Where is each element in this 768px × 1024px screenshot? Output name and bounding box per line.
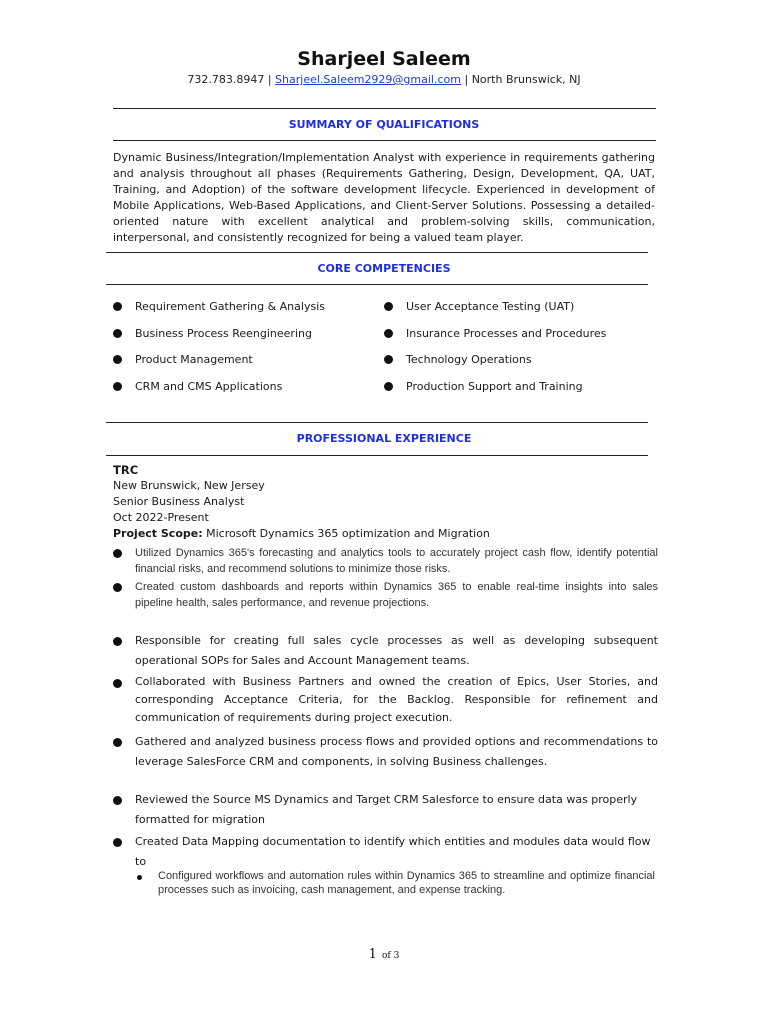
competency-item <box>384 300 574 313</box>
bullet-text: Gathered and analyzed business process flows and provided options and recommendations to leverage SalesForce CRM and components, in solving Business challenges. <box>135 735 658 768</box>
bullet-icon <box>384 329 393 338</box>
bullet-icon <box>137 875 142 880</box>
competency-item <box>113 353 253 366</box>
bullet-icon <box>113 329 122 338</box>
competency-item <box>384 327 606 340</box>
bullet-icon <box>113 796 122 805</box>
competency-item <box>113 300 325 313</box>
bullet-icon <box>113 738 122 747</box>
competency-item <box>384 353 532 366</box>
competency-item <box>113 380 282 393</box>
competency-label: CRM and CMS Applications <box>135 380 283 393</box>
divider <box>106 422 648 423</box>
experience-bullet <box>113 545 658 577</box>
bullet-icon <box>113 637 122 646</box>
experience-bullet <box>113 631 658 671</box>
experience-sub-bullet <box>137 869 655 897</box>
experience-bullet <box>113 790 658 830</box>
competency-label: Business Process Reengineering <box>135 327 312 340</box>
bullet-icon <box>384 355 393 364</box>
bullet-icon <box>113 549 122 558</box>
bullet-text: Utilized Dynamics 365's forecasting and analytics tools to accurately project cash flow, identify potential financial risks, and recommend solutions to minimize those risks. <box>135 547 658 575</box>
bullet-icon <box>113 838 122 847</box>
separator: | <box>267 73 272 86</box>
job-entry <box>113 462 658 542</box>
competencies-heading: CORE COMPETENCIES <box>317 262 451 275</box>
bullet-text: Collaborated with Business Partners and owned the creation of Epics, User Stories, and corresponding Acceptance Criteria, for the Backlog. Responsible for refinement and communication of requirements during project execution. <box>135 675 658 724</box>
bullet-icon <box>113 679 122 688</box>
experience-bullet <box>113 579 658 611</box>
project-scope-text: Microsoft Dynamics 365 optimization and Migration <box>206 527 490 540</box>
divider <box>106 284 648 285</box>
divider <box>106 455 648 456</box>
bullet-icon <box>113 583 122 592</box>
job-location: New Brunswick, New Jersey <box>113 479 265 492</box>
divider <box>113 108 656 109</box>
divider <box>113 140 656 141</box>
phone-number: 732.783.8947 <box>187 73 265 86</box>
experience-bullet <box>113 832 658 872</box>
page-current: 1 <box>368 947 377 962</box>
competency-label: Product Management <box>135 353 253 366</box>
bullet-text: Configured workflows and automation rules within Dynamics 365 to streamline and optimize financial processes such as invoicing, cash management, and expense tracking. <box>158 870 655 896</box>
project-scope <box>113 526 658 542</box>
project-scope-label: Project Scope: <box>113 527 203 540</box>
summary-heading: SUMMARY OF QUALIFICATIONS <box>288 118 480 131</box>
contact-line <box>0 73 768 86</box>
bullet-text: Created custom dashboards and reports within Dynamics 365 to enable real-time insights into sales pipeline health, sales performance, and revenue projections. <box>135 581 658 609</box>
email-link[interactable]: Sharjeel.Saleem2929@gmail.com <box>275 73 461 86</box>
competency-label: User Acceptance Testing (UAT) <box>406 300 575 313</box>
competency-item <box>113 327 312 340</box>
experience-bullet <box>113 732 658 772</box>
separator: | <box>464 73 469 86</box>
bullet-icon <box>113 302 122 311</box>
page-number <box>0 943 768 962</box>
company-name: TRC <box>113 463 139 477</box>
candidate-name: Sharjeel Saleem <box>297 48 471 70</box>
bullet-icon <box>113 382 122 391</box>
competency-label: Production Support and Training <box>406 380 583 393</box>
competency-item <box>384 380 583 393</box>
job-role: Senior Business Analyst <box>113 495 245 508</box>
divider <box>106 252 648 253</box>
bullet-text: Responsible for creating full sales cycle processes as well as developing subsequent operational SOPs for Sales and Account Management teams. <box>135 634 658 667</box>
experience-heading: PROFESSIONAL EXPERIENCE <box>296 432 472 445</box>
experience-bullet <box>113 673 658 727</box>
bullet-text: Created Data Mapping documentation to identify which entities and modules data would flow to <box>135 835 651 868</box>
bullet-icon <box>113 355 122 364</box>
competency-label: Insurance Processes and Procedures <box>406 327 607 340</box>
competency-label: Technology Operations <box>406 353 532 366</box>
bullet-icon <box>384 382 393 391</box>
job-dates: Oct 2022-Present <box>113 511 209 524</box>
location: North Brunswick, NJ <box>471 73 581 86</box>
bullet-text: Reviewed the Source MS Dynamics and Target CRM Salesforce to ensure data was properly formatted for migration <box>135 793 638 826</box>
page-total: of 3 <box>382 951 400 961</box>
summary-text: Dynamic Business/Integration/Implementation Analyst with experience in requirements gathering and analysis throughout all phases (Requirements Gathering, Design, Development, QA, UAT, Training, and Adoption) of the software development lifecycle. Experienced in development of Mobile Applications, Web-Based Applications, and Client-Server Solutions. Possessing a detailed-oriented nature with excellent analytical and problem-solving skills, communication, interpersonal, and consistently recognized for being a valued team player. <box>113 151 655 244</box>
bullet-icon <box>384 302 393 311</box>
competency-label: Requirement Gathering & Analysis <box>135 300 325 313</box>
